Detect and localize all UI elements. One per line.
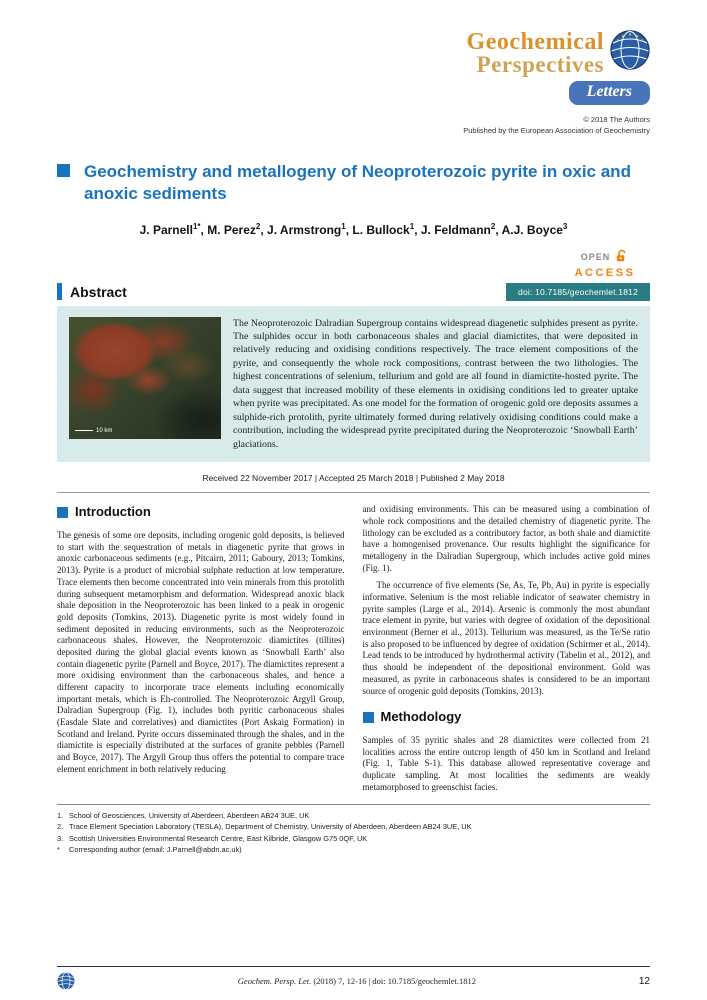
map-scale bbox=[75, 428, 112, 434]
article-body bbox=[57, 504, 650, 793]
page-number: 12 bbox=[638, 975, 650, 987]
author: J. Feldmann$^2$, bbox=[420, 221, 502, 237]
footnote: 1. School of Geosciences, University of Aberdeen, Aberdeen AB24 3UE, UK bbox=[57, 810, 310, 820]
right-column bbox=[363, 504, 651, 793]
left-column bbox=[57, 504, 345, 793]
footer-citation-rest: (2018) 7, 12-16 | doi: 10.7185/geochemlet.1812 bbox=[311, 976, 477, 986]
methodology-paragraph: Samples of 35 pyritic shales and 28 diamictites were collected from 21 localities across the entire outcrop length of 450 km in Scotland and Ireland (Fig. 1, Table S-1). This database allowed representative coverage and duplicate sampling. At most localities the sediments are weakly metamorphosed to greenschist facies. bbox=[362, 735, 650, 792]
author: J. Parnell$^{1*}$, bbox=[139, 221, 208, 237]
footnote: * Corresponding author (email: J.Parnell@abdn.ac.uk) bbox=[57, 845, 242, 855]
footer-citation bbox=[75, 976, 639, 986]
doi-badge[interactable]: doi: 10.7185/geochemlet.1812 bbox=[506, 283, 650, 301]
introduction-paragraph-1: The genesis of some ore deposits, including orogenic gold deposits, is believed to start with the sequestration of metals in diagenetic pyrite that grows in anoxic carbonaceous sediments (e.g., Pitcairn, 2011; Gaboury, 2013; Tomkins, 2013). Pyrite is a product of microbial sulphate reduction at low temperature. Trace elements then become concentrated into vein minerals from this protolith during subsequent metamorphism and deformation. Widespread anoxic black shale deposition in the Neoproterozoic has been linked to a peak in orogenic gold deposits (Tomkins, 2013). Diagenetic pyrite is most widely found in sediment deposited in reducing environments, such as the Neoproterozoic carbonaceous shales. However, the Neoproterozoic diamictites (tillites) deposited during the global glacial events known as ‘Snowball Earth’ also contain diagenetic pyrite (Parnell and Boyce, 2017). The diamictites represent a more oxidising environment than the carbonaceous shales, and hence a different capacity to incorporate trace elements including economically important metals, which is Eh-controlled. The Neoproterozoic Argyll Group, Dalradian Supergroup (Fig. 1), includes both pyritic carbonaceous shales (Easdale Slate and correlatives) and diamictites (Port Askaig Formation) in Scotland and Ireland. Pyrite occurs disseminated through the shales, and in the diamictite is especially distributed at the surfaces of granite pebbles (Parnell and Boyce, 2017). The Argyll Group thus offers the potential to compare trace element enrichment in both relatively reducing bbox=[57, 530, 345, 774]
footnote: 3. Scottish Universities Environmental Research Centre, East Kilbride, Glasgow G75 0QF, UK bbox=[57, 833, 368, 843]
abstract-heading: Abstract bbox=[70, 283, 127, 300]
page-footer bbox=[57, 966, 650, 990]
brand-word-letters: Letters bbox=[569, 81, 650, 105]
open-access-badge[interactable] bbox=[560, 249, 650, 279]
introduction-paragraph-continued: and oxidising environments. This can be measured using a combination of whole rock compositions and the detailed chemistry of diagenetic pyrite. The lithology can be excluded as a contributory factor, as both shale and diamictite have a homogenised provenance. Our results highlight the significance for metallogeny in the Dalradian Supergroup, which includes active gold mines (Fig. 1). bbox=[362, 504, 650, 573]
footer-globe-icon bbox=[57, 972, 75, 990]
abstract-header bbox=[57, 283, 650, 301]
author: M. Perez$^2$, bbox=[207, 221, 268, 237]
section-divider bbox=[57, 492, 650, 493]
author-list bbox=[57, 222, 650, 237]
abstract-satellite-image bbox=[69, 317, 221, 439]
open-access-label-access: ACCESS bbox=[574, 266, 636, 279]
open-lock-icon bbox=[614, 249, 629, 266]
copyright-line: © 2018 The Authors bbox=[583, 115, 650, 125]
introduction-paragraph-2: The occurrence of five elements (Se, As, Te, Pb, Au) in pyrite is especially informative. Selenium is the most reliable indicator of seawater chemistry in pyrite samples (Large et al., 2014). Arsenic is commonly the most abundant trace element in pyrite, but varies with degree of oxidation of the depositional environment (Berner et al., 2013). Tellurium was measured, as the Te/Se ratio is also proposed to be influenced by degree of oxidation (Schirmer et al., 2014). Lead tends to be introduced by hydrothermal activity (Tabelin et al., 2012), and thus should be independent of the depositional environment. Gold was measured, as pyrite in carbonaceous shales is considered to be an important source of orogenic gold deposits (Tomkins, 2013). bbox=[362, 580, 650, 696]
map-scale-label: 10 km bbox=[96, 427, 113, 434]
eag-globe-icon bbox=[610, 30, 650, 70]
map-scale-bar bbox=[75, 430, 93, 432]
title-bullet-square bbox=[57, 164, 70, 177]
publisher-line: Published by the European Association of Geochemistry bbox=[463, 126, 650, 136]
article-title: Geochemistry and metallogeny of Neoproterozoic pyrite in oxic and anoxic sediments bbox=[84, 162, 631, 204]
footnote: 2. Trace Element Speciation Laboratory (TESLA), Department of Chemistry, University of Aberdeen, Aberdeen AB24 3UE, UK bbox=[57, 822, 472, 832]
journal-masthead bbox=[57, 30, 650, 135]
open-access-label-open: OPEN bbox=[580, 252, 611, 263]
introduction-heading bbox=[57, 504, 345, 521]
section-bullet-square bbox=[363, 712, 374, 723]
abstract-text: The Neoproterozoic Dalradian Supergroup contains widespread diagenetic sulphides present as pyrite. The sulphides occur in both carbonaceous shales and glacial diamictites, that were deposited in relatively reducing and oxidising conditions respectively. The trace element compositions of the pyrite, and consequently the whole rock compositions, contrast between the two lithologies. The highest concentrations of selenium, tellurium and gold are all found in diamictite-hosted pyrite. The data suggest that increased mobility of these elements in oxidising conditions led to greater uptake when pyrite was precipitated. As one model for the formation of orogenic gold ore deposits assumes a sulphide-rich protolith, pyrite ultimately formed during relatively oxidising conditions could make a contribution, including the widespread pyrite precipitated during the Neoproterozoic ‘Snowball Earth’ glaciations. bbox=[233, 317, 638, 450]
footnotes bbox=[57, 804, 650, 855]
article-dates: Received 22 November 2017 | Accepted 25 March 2018 | Published 2 May 2018 bbox=[202, 473, 505, 484]
introduction-heading-label: Introduction bbox=[75, 504, 151, 520]
abstract-body bbox=[57, 306, 650, 463]
abstract-heading-bar bbox=[57, 283, 62, 300]
footer-journal-abbrev: Geochem. Persp. Let. bbox=[237, 976, 312, 986]
journal-brand bbox=[467, 30, 650, 77]
title-block bbox=[57, 161, 650, 236]
author: A.J. Boyce$^3$ bbox=[501, 221, 568, 237]
author: L. Bullock$^1$, bbox=[352, 221, 421, 237]
methodology-heading-label: Methodology bbox=[380, 709, 462, 725]
brand-word-geochemical: Geochemical bbox=[466, 29, 604, 55]
methodology-heading bbox=[363, 709, 651, 726]
author: J. Armstrong$^1$, bbox=[267, 221, 353, 237]
brand-word-perspectives: Perspectives bbox=[476, 52, 604, 78]
section-bullet-square bbox=[57, 507, 68, 518]
